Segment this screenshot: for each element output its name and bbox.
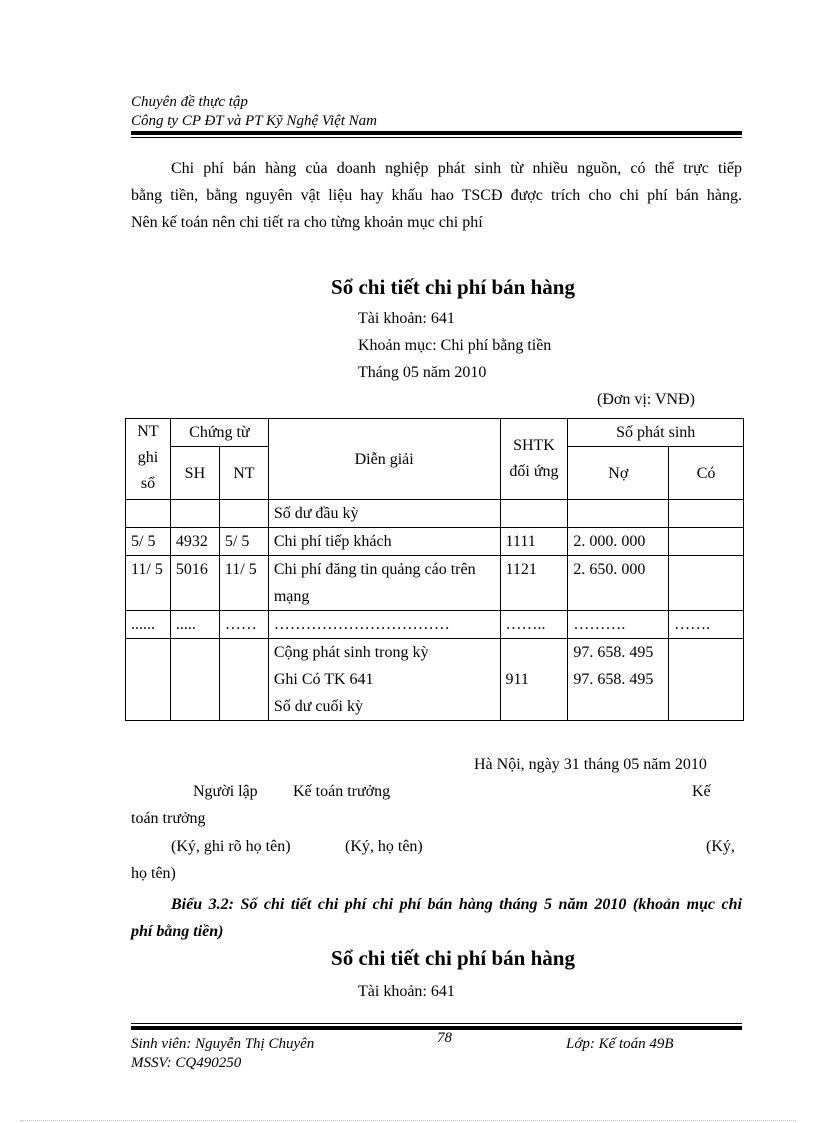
summary-no-2: 97. 658. 495	[573, 671, 654, 688]
footer-page-number: 78	[437, 1030, 452, 1046]
col-dien-giai: Diễn giải	[268, 419, 500, 500]
table-header-row	[126, 419, 744, 447]
caption-line-2: phí bằng tiền)	[131, 923, 224, 940]
col-nt-ghi-so: NT ghi sổ	[126, 419, 171, 500]
footer-rule-thin	[131, 1023, 742, 1024]
caption-line-1: Biểu 3.2: Sổ chi tiết chi phí chi phí bán hàng tháng 5 năm 2010 (khoản mục chi	[171, 896, 742, 913]
summary-total-label: Cộng phát sinh trong kỳ	[273, 644, 429, 661]
ledger2-title: Sổ chi tiết chi phí bán hàng	[331, 946, 575, 970]
ledger-table	[125, 418, 744, 721]
intro-line-3: Nên kế toán nên chi tiết ra cho từng khoản mục chi phí	[131, 214, 483, 231]
summary-closing-label: Số dư cuối kỳ	[273, 698, 363, 715]
ledger-item: Khoản mục: Chi phí bằng tiền	[358, 337, 552, 354]
summary-no-1: 97. 658. 495	[573, 644, 654, 661]
signer-preparer: Người lập	[193, 783, 258, 800]
header-rule-thin	[131, 137, 742, 138]
table-summary-row	[126, 639, 744, 721]
header-subject: Chuyên đề thực tập	[131, 94, 248, 110]
table-row: 5/ 5 4932 5/ 5 Chi phí tiếp khách 1111 2. 000. 000	[126, 528, 744, 556]
ledger-title: Sổ chi tiết chi phí bán hàng	[331, 275, 575, 299]
sign-note-3a: (Ký,	[706, 838, 735, 855]
intro-paragraph	[131, 155, 742, 236]
table-row: ...... ..... …… …………………………… …….. ………. …….	[126, 611, 744, 639]
summary-shtk: 911	[505, 671, 529, 688]
signer-third-a: Kế	[692, 783, 711, 800]
footer-student: Sinh viên: Nguyễn Thị Chuyên	[131, 1036, 315, 1052]
ledger-month: Tháng 05 năm 2010	[358, 364, 487, 381]
sign-note-2: (Ký, họ tên)	[345, 838, 423, 855]
ledger-unit: (Đơn vị: VNĐ)	[597, 391, 695, 408]
table-row: Số dư đầu kỳ	[126, 500, 744, 528]
sign-note-1: (Ký, ghi rõ họ tên)	[171, 838, 291, 855]
ledger2-account: Tài khoản: 641	[358, 983, 455, 1000]
col-shtk: SHTK đối ứng	[500, 419, 568, 500]
table-row: 11/ 5 5016 11/ 5 Chi phí đăng tin quảng cáo trên mạng 1121 2. 650. 000	[126, 556, 744, 611]
place-date: Hà Nội, ngày 31 tháng 05 năm 2010	[474, 756, 707, 773]
signer-third-b: toán trưởng	[131, 810, 206, 827]
summary-credit-label: Ghi Có TK 641	[273, 671, 374, 688]
col-chung-tu: Chứng từ	[170, 419, 268, 447]
col-no: Nợ	[568, 447, 669, 500]
signer-chief: Kế toán trưởng	[293, 783, 391, 800]
col-sh: SH	[170, 447, 219, 500]
header-rule-thick	[131, 131, 742, 135]
footer-class: Lớp: Kế toán 49B	[566, 1036, 674, 1052]
figure-caption	[131, 891, 742, 945]
col-co: Có	[669, 447, 744, 500]
footer-mssv: MSSV: CQ490250	[131, 1055, 242, 1071]
ledger-account: Tài khoản: 641	[358, 310, 455, 327]
page-bottom-border	[20, 1120, 796, 1121]
col-nt: NT	[219, 447, 268, 500]
header-company: Công ty CP ĐT và PT Kỹ Nghệ Việt Nam	[131, 113, 377, 129]
intro-line-2: bằng tiền, bằng nguyên vật liệu hay khấu hao TSCĐ được trích cho chi phí bán hàng.	[131, 187, 742, 204]
intro-line-1: Chi phí bán hàng của doanh nghiệp phát sinh từ nhiều nguồn, có thể trực tiếp	[171, 160, 742, 177]
sign-note-3b: họ tên)	[131, 865, 176, 882]
col-so-phat-sinh: Số phát sinh	[568, 419, 744, 447]
